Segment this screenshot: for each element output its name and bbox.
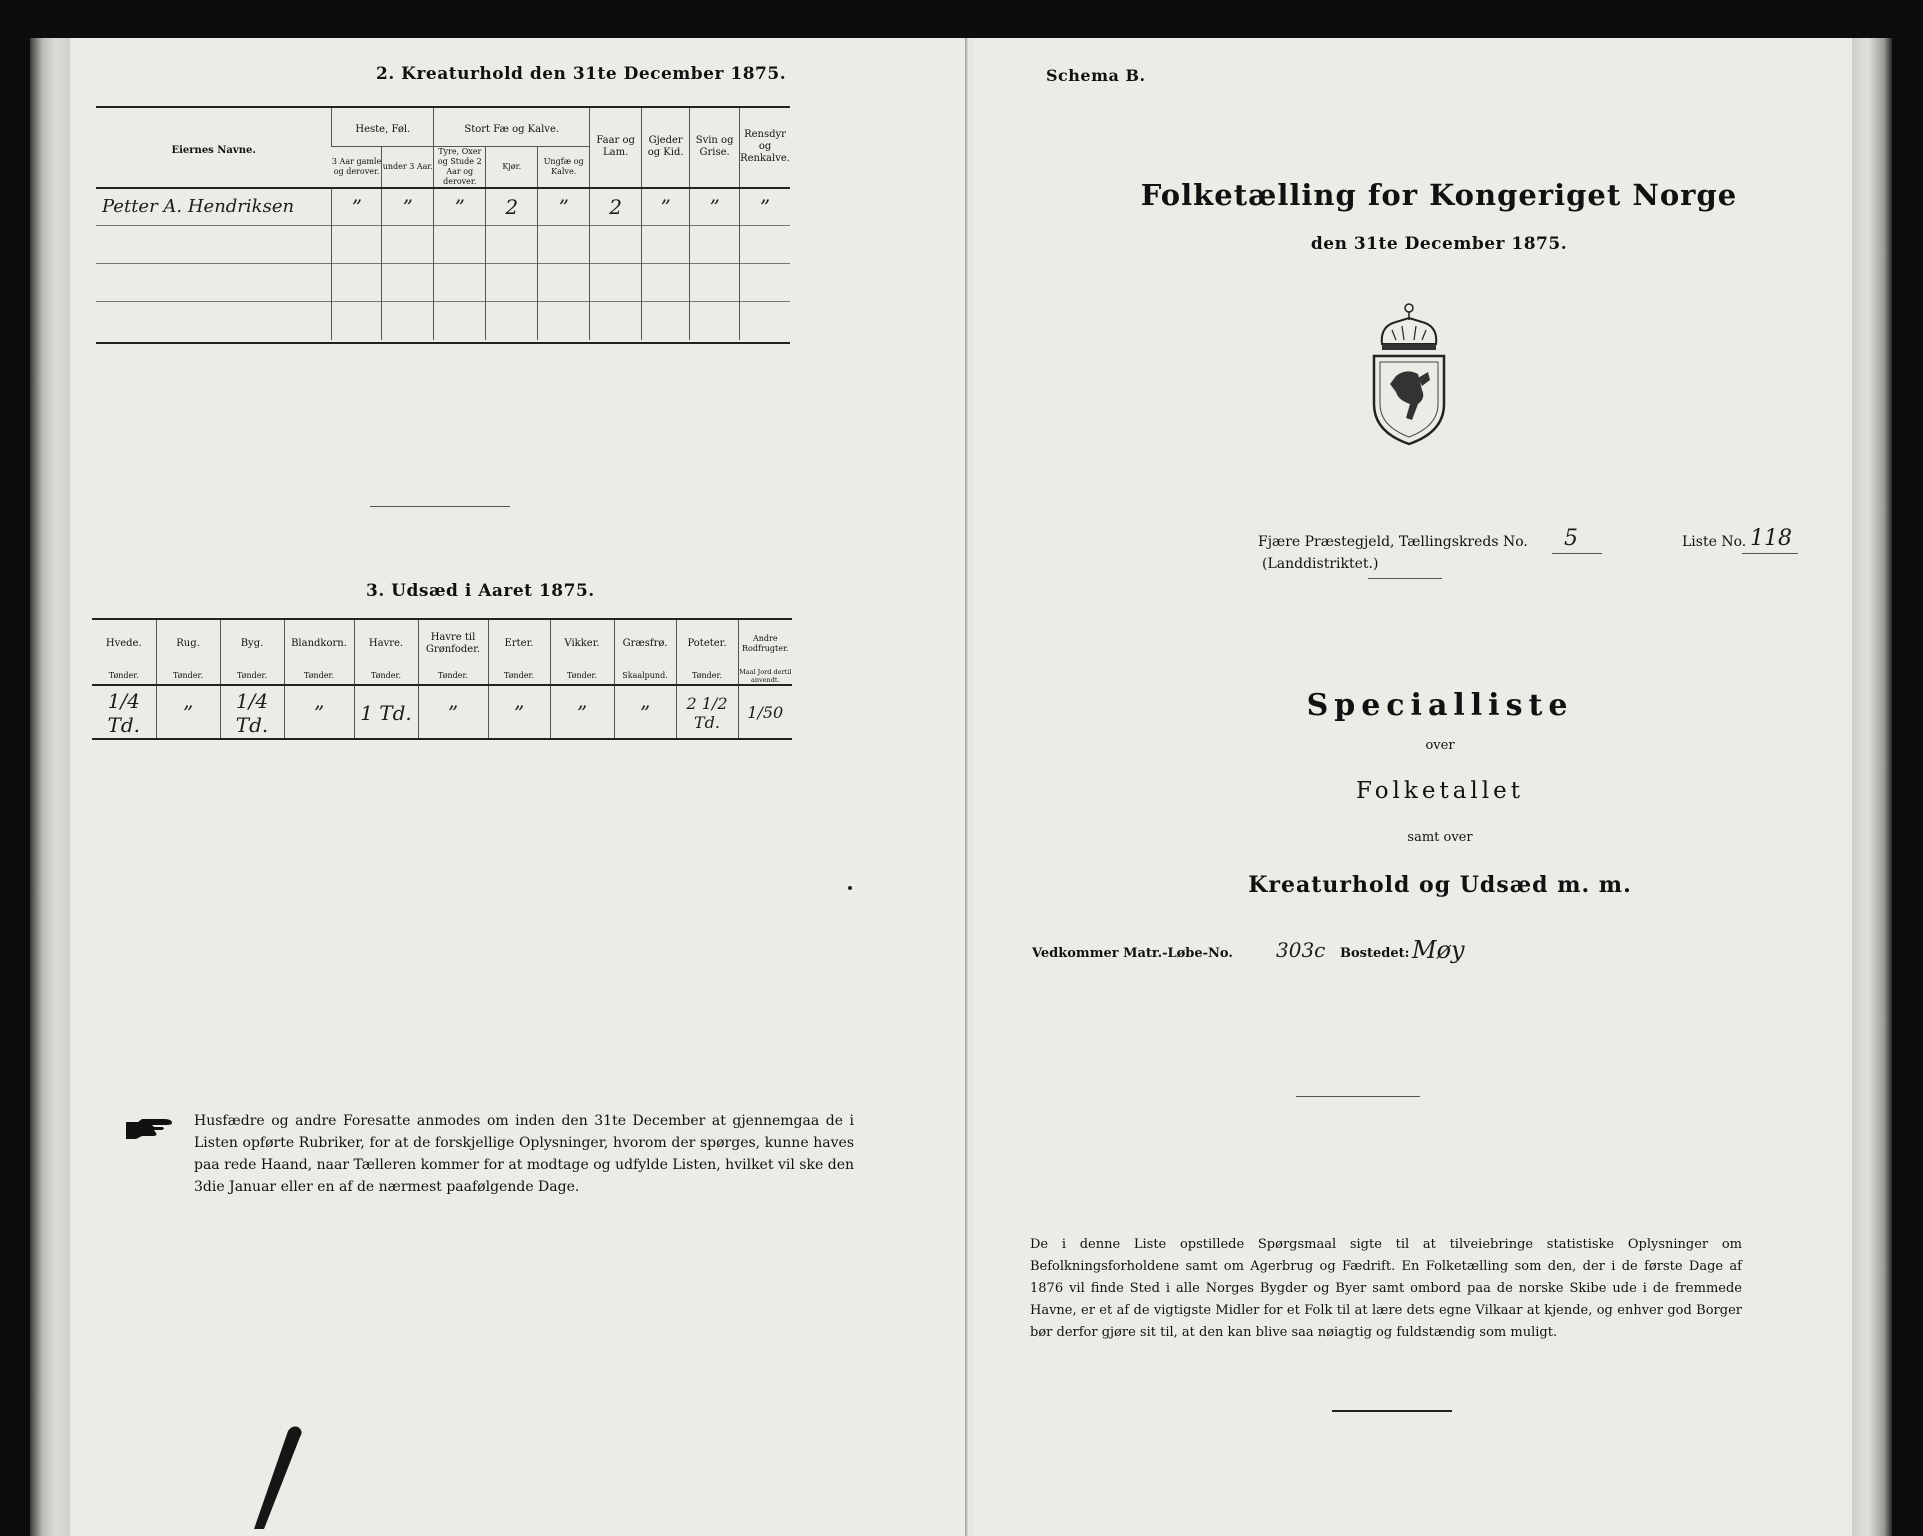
col-graesfro: Græsfrø. [614, 620, 676, 668]
col-faar: Faar og Lam. [590, 108, 642, 188]
cell: ” [488, 685, 550, 739]
col-blandkorn: Blandkorn. [284, 620, 354, 668]
col-havre: Havre. [354, 620, 418, 668]
cell: ” [550, 685, 614, 739]
unit: Tønder. [236, 671, 268, 680]
separator [1296, 1096, 1420, 1097]
owner-name: Petter A. Hendriksen [102, 196, 295, 218]
unit: Tønder. [303, 671, 335, 680]
cell: ” [690, 188, 740, 226]
section2-heading: 2. Kreaturhold den 31te December 1875. [376, 64, 787, 84]
cell: ” [642, 188, 690, 226]
district-label: (Landdistriktet.) [1262, 556, 1379, 572]
unit: Tønder. [503, 671, 535, 680]
ink-dot [848, 886, 852, 890]
folketallet-text: Folketallet [1356, 778, 1524, 804]
unit: Tønder. [566, 671, 598, 680]
cell: 1/50 [738, 685, 792, 739]
col-rodfrugter: Andre Rodfrugter. [738, 620, 792, 668]
col-hvede: Hvede. [105, 638, 142, 649]
over-text: over [1425, 738, 1455, 753]
matr-no: 303c [1276, 938, 1326, 962]
cell: ” [740, 188, 790, 226]
col-heste-under: under 3 Aar. [382, 146, 434, 188]
cell: 2 1/2 Td. [676, 685, 738, 739]
coat-of-arms-icon [1362, 300, 1456, 448]
bottom-rule [1332, 1410, 1452, 1412]
right-page-edge [1852, 38, 1892, 1536]
col-kjor: Kjør. [486, 146, 538, 188]
cell: 1/4 Td. [107, 688, 140, 737]
col-poteter: Poteter. [676, 620, 738, 668]
col-heste-3aar: 3 Aar gamle og derover. [331, 156, 382, 176]
col-vikker: Vikker. [550, 620, 614, 668]
kreatur-title: Kreaturhold og Udsæd m. m. [1248, 872, 1632, 898]
cell: 2 [590, 188, 642, 226]
cell: ” [418, 685, 488, 739]
left-page-edge [30, 38, 72, 1536]
separator [1368, 578, 1442, 579]
pointing-hand-icon [124, 1116, 176, 1142]
kreaturhold-table [96, 108, 790, 340]
col-havre-gronfoder: Havre til Grønfoder. [418, 620, 488, 668]
cell: ” [434, 188, 486, 226]
prestegjeld-label: Fjære Præstegjeld, Tællingskreds No. [1258, 534, 1528, 550]
underline [1742, 553, 1798, 554]
unit: Tønder. [172, 671, 204, 680]
liste-no: 118 [1750, 526, 1792, 551]
underline [1552, 553, 1602, 554]
left-page [70, 38, 970, 1536]
cell: 2 [486, 188, 538, 226]
right-page [972, 38, 1852, 1536]
matr-label: Vedkommer Matr.-Løbe-No. [1032, 946, 1233, 961]
samt-over-text: samt over [1407, 830, 1473, 845]
liste-label: Liste No. [1682, 534, 1747, 550]
cell: ” [538, 188, 590, 226]
separator [370, 506, 510, 507]
col-byg: Byg. [220, 620, 284, 668]
col-ungfae: Ungfæ og Kalve. [538, 146, 590, 188]
unit: Tønder. [691, 671, 723, 680]
main-title: Folketælling for Kongeriget Norge [1140, 178, 1738, 212]
cell: ” [332, 188, 382, 226]
cell: 1/4 Td. [220, 685, 284, 739]
col-tyre: Tyre, Oxer og Stude 2 Aar og derover. [434, 146, 486, 188]
cell: ” [284, 685, 354, 739]
schema-label: Schema B. [1046, 66, 1146, 85]
section3-heading: 3. Udsæd i Aaret 1875. [366, 581, 595, 601]
group-stortfae: Stort Fæ og Kalve. [434, 108, 590, 146]
group-heste: Heste, Føl. [332, 108, 434, 146]
bosted-value: Møy [1412, 936, 1465, 964]
col-gjeder: Gjeder og Kid. [642, 108, 690, 188]
col-erter: Erter. [488, 620, 550, 668]
table1-bottom-rule [96, 342, 790, 344]
census-date: den 31te December 1875. [1310, 234, 1568, 254]
col-svin: Svin og Grise. [690, 108, 740, 188]
table2-bottom-rule [92, 738, 792, 740]
unit: Skaalpund. [622, 671, 668, 680]
cell: ” [156, 685, 220, 739]
unit: Tønder. [108, 671, 139, 680]
unit: Maal Jord dertil anvendt. [739, 668, 792, 684]
cell: ” [614, 685, 676, 739]
owner-col-header: Eiernes Navne. [171, 144, 256, 156]
kreds-no: 5 [1564, 526, 1578, 551]
info-paragraph: De i denne Liste opstillede Spørgsmaal sigte til at tilveiebringe statistiske Oplysninger om Befolkningsforholdene samt om Agerbrug og Fædrift. En Folketælling som den, der i de første Dage af 1876 vil finde Sted i alle Norges Bygder og Byer samt ombord paa de norske Skibe ude i de fremmede Havne, er et af de vigtigste Midler for et Folk til at lære dets egne Vilkaar at kjende, og enhver god Borger bør derfor gjøre sit til, at den kan blive saa nøiagtig og fuldstændig som muligt. [1030, 1237, 1742, 1340]
bosted-label: Bostedet: [1340, 946, 1410, 961]
unit: Tønder. [370, 671, 402, 680]
pen-tip [246, 1423, 306, 1533]
col-rensdyr: Rensdyr og Renkalve. [740, 108, 790, 188]
cell: ” [382, 188, 434, 226]
specialliste-title: Specialliste [1306, 688, 1574, 723]
udsaed-table [92, 620, 792, 739]
instructions-note: Husfædre og andre Foresatte anmodes om inden den 31te December at gjennemgaa de i Listen opførte Rubriker, for at de forskjellige Oplysninger, hvorom der spørges, kunne haves paa rede Haand, naar Tælleren kommer for at modtage og udfylde Listen, hvilket vil ske den 3die Januar eller en af de nærmest paafølgende Dage. [194, 1113, 854, 1195]
col-rug: Rug. [156, 620, 220, 668]
cell: 1 Td. [354, 685, 418, 739]
unit: Tønder. [437, 671, 469, 680]
